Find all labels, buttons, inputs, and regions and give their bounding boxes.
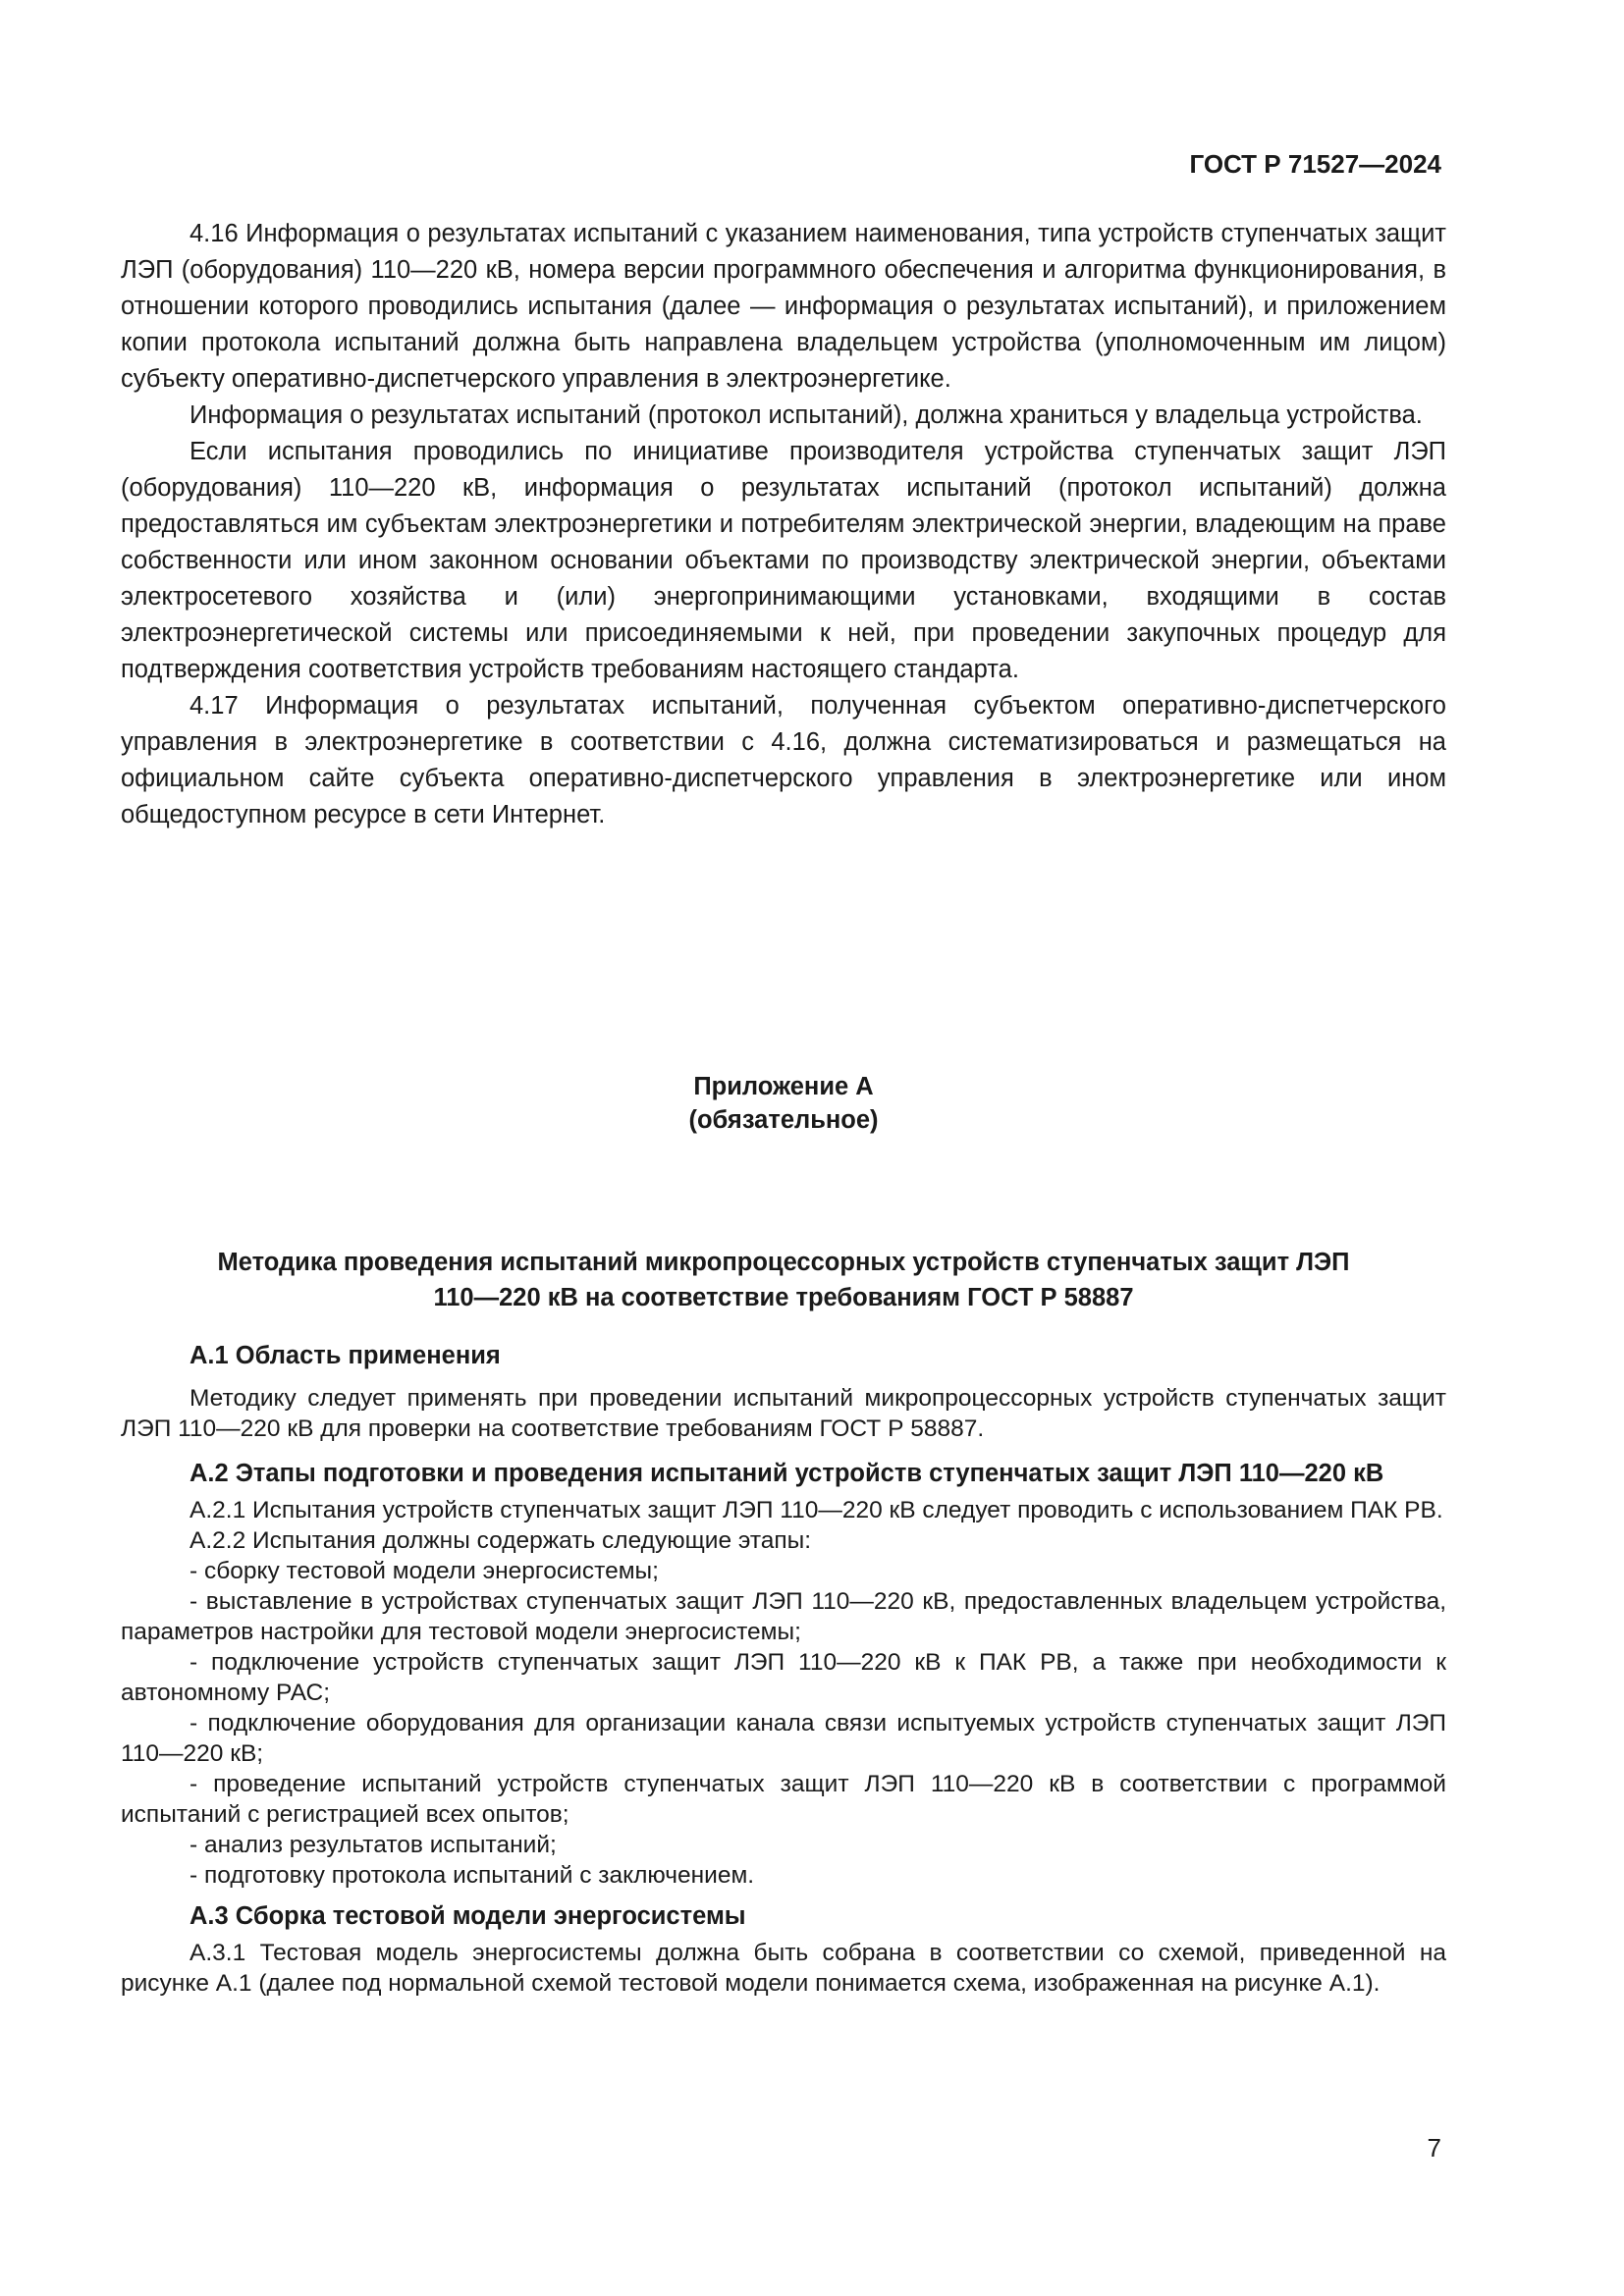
appendix-heading-line-1: Методика проведения испытаний микропроцессорных устройств ступенчатых защит ЛЭП	[217, 1249, 1350, 1276]
a2-list-item-4: - подключение оборудования для организации канала связи испытуемых устройств ступенчатых защит ЛЭП 110—220 кВ;	[121, 1710, 1446, 1767]
a2-list-item-3: - подключение устройств ступенчатых защит ЛЭП 110—220 кВ к ПАК РВ, а также при необходимости к автономному РАС;	[121, 1649, 1446, 1706]
a1-heading: А.1 Область применения	[189, 1342, 501, 1369]
a2-list-item-2: - выставление в устройствах ступенчатых защит ЛЭП 110—220 кВ, предоставленных владельцем устройства, параметров настройки для тестовой модели энергосистемы;	[121, 1588, 1446, 1645]
a2-list-item-7: - подготовку протокола испытаний с заключением.	[189, 1862, 755, 1889]
page-number: 7	[1427, 2133, 1441, 2163]
section-4-text	[121, 216, 1446, 833]
a2-list-item-1: - сборку тестовой модели энергосистемы;	[189, 1558, 659, 1584]
paragraph-4-17: 4.17 Информация о результатах испытаний, полученная субъектом оперативно-диспетчерского управления в электроэнергетике в соответствии с 4.16, должна систематизироваться и размещаться на официальном сайте субъекта оперативно-диспетчерского управления в электроэнергетике или ином общедоступном ресурсе в сети Интернет.	[121, 692, 1446, 828]
document-id-header: ГОСТ Р 71527—2024	[1189, 149, 1441, 179]
a2-heading: А.2 Этапы подготовки и проведения испытаний устройств ступенчатых защит ЛЭП 110—220 кВ	[189, 1460, 1384, 1487]
paragraph-storage: Информация о результатах испытаний (протокол испытаний), должна храниться у владельца устройства.	[189, 401, 1423, 429]
paragraph-4-16: 4.16 Информация о результатах испытаний с указанием наименования, типа устройств ступенчатых защит ЛЭП (оборудования) 110—220 кВ, номера версии программного обеспечения и алгоритма функционирования, в отношении которого проводились испытания (далее — информация о результатах испытаний), и приложением копии протокола испытаний должна быть направлена владельцем устройства (уполномоченным им лицом) субъекту оперативно-диспетчерского управления в электроэнергетике.	[121, 220, 1446, 393]
a2-2-text: А.2.2 Испытания должны содержать следующие этапы:	[189, 1527, 812, 1554]
a2-1-text: А.2.1 Испытания устройств ступенчатых защит ЛЭП 110—220 кВ следует проводить с использованием ПАК РВ.	[189, 1497, 1443, 1523]
a3-1-text: А.3.1 Тестовая модель энергосистемы должна быть собрана в соответствии со схемой, приведенной на рисунке А.1 (далее под нормальной схемой тестовой модели понимается схема, изображенная на рисунке А.1).	[121, 1940, 1446, 1997]
appendix-status: (обязательное)	[688, 1106, 879, 1134]
appendix-heading-line-2: 110—220 кВ на соответствие требованиям ГОСТ Р 58887	[433, 1284, 1134, 1311]
appendix-heading	[121, 1245, 1446, 1315]
paragraph-manufacturer-initiative: Если испытания проводились по инициативе производителя устройства ступенчатых защит ЛЭП (оборудования) 110—220 кВ, информация о результатах испытаний (протокол испытаний) должна предоставляться им субъектам электроэнергетики и потребителям электрической энергии, владеющим на праве собственности или ином законном основании объектами по производству электрической энергии, объектами электросетевого хозяйства и (или) энергопринимающими установками, входящими в состав электроэнергетической системы или присоединяемыми к ней, при проведении закупочных процедур для подтверждения соответствия устройств требованиям настоящего стандарта.	[121, 438, 1446, 683]
appendix-title: Приложение А	[693, 1073, 874, 1100]
a3-heading: А.3 Сборка тестовой модели энергосистемы	[189, 1902, 746, 1930]
a2-list-item-6: - анализ результатов испытаний;	[189, 1832, 557, 1858]
appendix-body	[121, 1338, 1446, 1999]
a1-text: Методику следует применять при проведении испытаний микропроцессорных устройств ступенчатых защит ЛЭП 110—220 кВ для проверки на соответствие требованиям ГОСТ Р 58887.	[121, 1385, 1446, 1442]
appendix-title-block	[121, 1070, 1446, 1137]
a2-list-item-5: - проведение испытаний устройств ступенчатых защит ЛЭП 110—220 кВ в соответствии с программой испытаний с регистрацией всех опытов;	[121, 1771, 1446, 1828]
